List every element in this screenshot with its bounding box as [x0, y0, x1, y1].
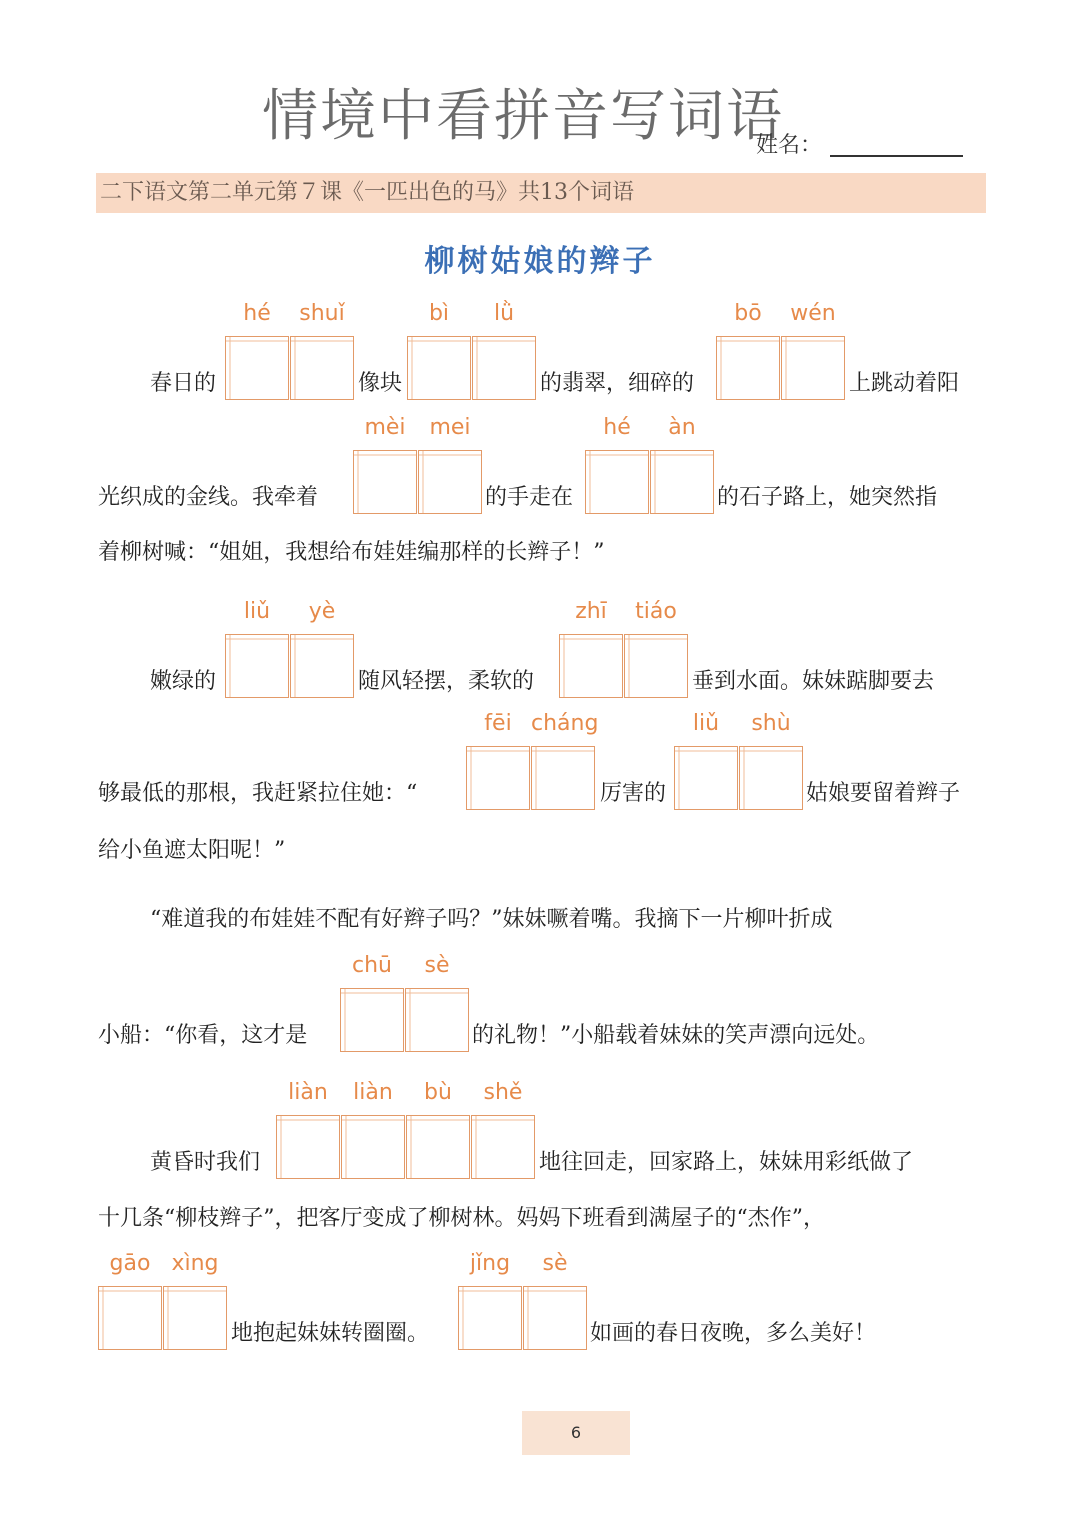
passage-text: 地抱起妹妹转圈圈。	[231, 1321, 430, 1346]
passage-text: 像块	[358, 371, 403, 396]
pinyin-label: wén	[790, 301, 836, 326]
writing-box[interactable]	[290, 336, 354, 400]
writing-box[interactable]	[739, 746, 803, 810]
writing-box[interactable]	[585, 450, 649, 514]
passage-text: 小船：“你看，这才是	[98, 1023, 308, 1048]
pinyin-label: liǔ	[243, 599, 271, 624]
pinyin-label: mèi	[364, 415, 406, 440]
writing-box[interactable]	[716, 336, 780, 400]
page-number: 6	[522, 1411, 630, 1455]
writing-box[interactable]	[674, 746, 738, 810]
writing-box[interactable]	[341, 1115, 405, 1179]
writing-box[interactable]	[163, 1286, 227, 1350]
pinyin-label: fēi	[484, 711, 512, 736]
writing-box[interactable]	[472, 336, 536, 400]
passage-text: 厉害的	[600, 781, 667, 806]
writing-box[interactable]	[523, 1286, 587, 1350]
passage-text: 十几条“柳枝辫子”，把客厅变成了柳树林。妈妈下班看到满屋子的“杰作”，	[98, 1206, 825, 1231]
pinyin-label: mei	[429, 415, 471, 440]
writing-box[interactable]	[405, 988, 469, 1052]
passage-text: “难道我的布娃娃不配有好辫子吗？”妹妹噘着嘴。我摘下一片柳叶折成	[150, 907, 833, 932]
writing-box[interactable]	[531, 746, 595, 810]
passage-text: 给小鱼遮太阳呢！”	[98, 838, 286, 863]
writing-box[interactable]	[650, 450, 714, 514]
passage-text: 的石子路上，她突然指	[717, 485, 938, 510]
pinyin-label: shuǐ	[299, 301, 345, 326]
pinyin-label: sè	[424, 953, 450, 978]
pinyin-label: shě	[483, 1080, 523, 1105]
writing-box[interactable]	[418, 450, 482, 514]
pinyin-label: jǐng	[469, 1251, 511, 1276]
writing-box[interactable]	[290, 634, 354, 698]
passage-text: 光织成的金线。我牵着	[98, 485, 319, 510]
writing-box[interactable]	[471, 1115, 535, 1179]
passage-text: 如画的春日夜晚，多么美好！	[590, 1321, 877, 1346]
writing-box[interactable]	[559, 634, 623, 698]
passage-text: 姑娘要留着辫子	[806, 781, 961, 806]
lesson-banner: 二下语文第二单元第７课《一匹出色的马》共13个词语	[96, 173, 986, 213]
pinyin-label: chū	[352, 953, 392, 978]
pinyin-label: hé	[603, 415, 631, 440]
writing-box[interactable]	[406, 1115, 470, 1179]
passage-text: 嫩绿的	[150, 669, 217, 694]
passage-text: 着柳树喊：“姐姐，我想给布娃娃编那样的长辫子！”	[98, 540, 605, 565]
pinyin-label: liàn	[353, 1080, 393, 1105]
writing-box[interactable]	[781, 336, 845, 400]
writing-box[interactable]	[340, 988, 404, 1052]
passage-text: 随风轻摆，柔软的	[358, 669, 535, 694]
pinyin-label: gāo	[109, 1251, 151, 1276]
writing-box[interactable]	[458, 1286, 522, 1350]
pinyin-label: liǔ	[692, 711, 720, 736]
passage-text: 垂到水面。妹妹踮脚要去	[692, 669, 935, 694]
writing-box[interactable]	[276, 1115, 340, 1179]
passage-text: 上跳动着阳	[849, 371, 960, 396]
passage-text: 的礼物！”小船载着妹妹的笑声漂向远处。	[472, 1023, 880, 1048]
writing-box[interactable]	[353, 450, 417, 514]
writing-box[interactable]	[225, 336, 289, 400]
pinyin-label: lǜ	[493, 301, 515, 326]
writing-box[interactable]	[225, 634, 289, 698]
pinyin-label: xìng	[171, 1251, 219, 1276]
name-label: 姓名：	[756, 133, 823, 158]
pinyin-label: bō	[734, 301, 762, 326]
passage-text: 的手走在	[485, 485, 574, 510]
writing-box[interactable]	[466, 746, 530, 810]
passage-text: 春日的	[150, 371, 217, 396]
pinyin-label: shù	[751, 711, 791, 736]
worksheet-logo-title: 情境中看拼音写词语	[262, 84, 784, 149]
pinyin-label: cháng	[531, 711, 599, 736]
pinyin-label: bì	[428, 301, 450, 326]
writing-box[interactable]	[624, 634, 688, 698]
pinyin-label: sè	[542, 1251, 568, 1276]
pinyin-label: bù	[424, 1080, 452, 1105]
passage-text: 够最低的那根，我赶紧拉住她：“	[98, 781, 418, 806]
passage-text: 的翡翠，细碎的	[540, 371, 695, 396]
pinyin-label: liàn	[288, 1080, 328, 1105]
story-title: 柳树姑娘的辫子	[424, 244, 656, 279]
pinyin-label: tiáo	[635, 599, 677, 624]
pinyin-label: hé	[243, 301, 271, 326]
pinyin-label: zhī	[575, 599, 607, 624]
writing-box[interactable]	[407, 336, 471, 400]
passage-text: 地往回走，回家路上，妹妹用彩纸做了	[539, 1150, 914, 1175]
name-blank-line[interactable]	[830, 155, 963, 157]
pinyin-label: àn	[668, 415, 696, 440]
pinyin-label: yè	[308, 599, 336, 624]
writing-box[interactable]	[98, 1286, 162, 1350]
passage-text: 黄昏时我们	[150, 1150, 261, 1175]
